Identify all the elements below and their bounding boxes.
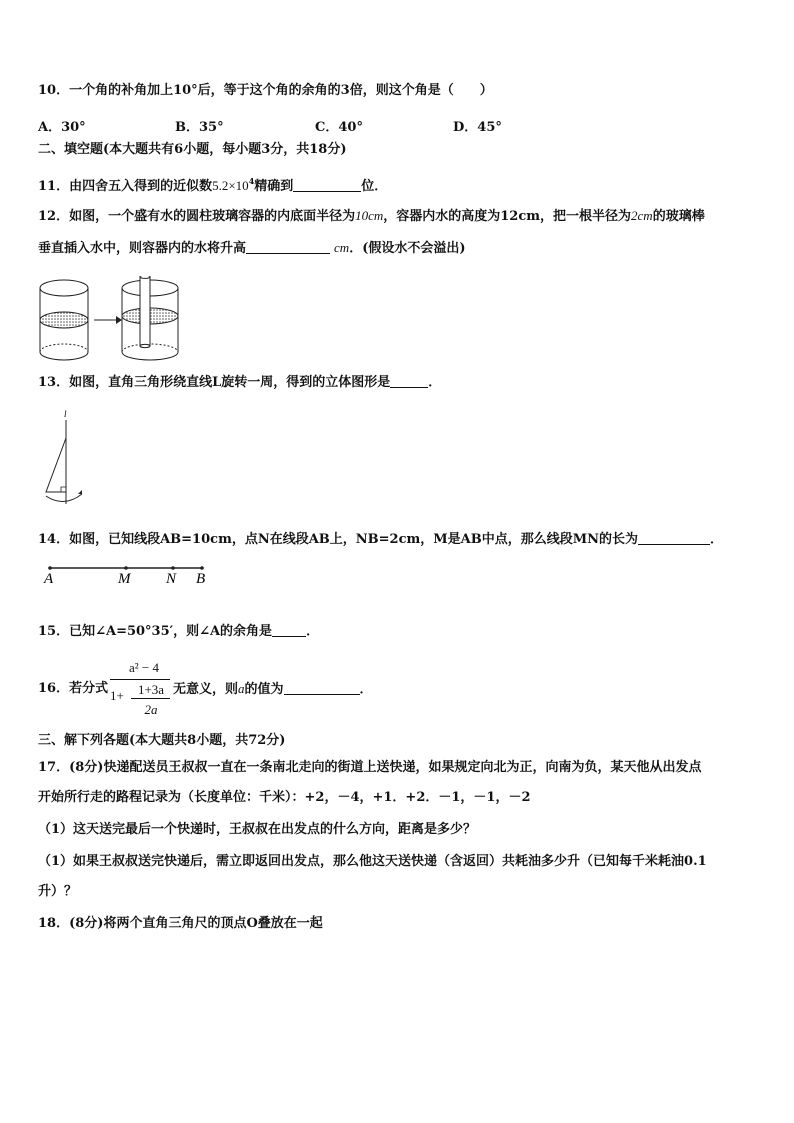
- q17-line1: 17．(8分)快递配送员王叔叔一直在一条南北走向的街道上送快递，如果规定向北为正，向南为负，某天他从出发点: [38, 760, 702, 775]
- q11-mid: 精确到: [254, 179, 294, 194]
- q12-unit: cm: [334, 240, 350, 255]
- q16-end: ．: [359, 682, 373, 697]
- q14: [38, 532, 723, 548]
- q11-answer-blank[interactable]: [293, 179, 361, 192]
- q11-number: 5.2×10: [212, 178, 249, 193]
- q16-denom-one: 1+: [110, 688, 124, 703]
- q16-numerator: a² − 4: [129, 660, 159, 675]
- q15-answer-blank[interactable]: [272, 624, 306, 637]
- q15-text: 15．已知∠A=50°35′，则∠A的余角是: [38, 624, 273, 639]
- rotation-arrowhead: [78, 490, 82, 494]
- point-m: [124, 566, 128, 570]
- q13: [38, 375, 441, 391]
- point-a: [48, 566, 52, 570]
- q16-main-fraction-bar: [110, 679, 170, 680]
- q12-line1: [38, 208, 705, 225]
- q17-sub1: （1）这天送完最后一个快递时，王叔叔在出发点的什么方向，距离是多少？: [38, 822, 477, 837]
- axis-label-l: l: [64, 409, 67, 419]
- q16-inner-fraction-bar: [131, 698, 170, 699]
- q16-var: a: [238, 681, 245, 696]
- q17-sub2a: （1）如果王叔叔送完快递后，需立即返回出发点，那么他这天送快递（含返回）共耗油多少升（已知每千米耗油0.1: [38, 854, 707, 869]
- label-m: M: [118, 571, 131, 587]
- label-a: A: [44, 571, 54, 587]
- q11-exponent: 4: [248, 176, 255, 186]
- q11: [38, 173, 387, 195]
- q12-answer-blank[interactable]: [246, 241, 330, 254]
- section-3-heading: 三、解下列各题(本大题共8小题，共72分): [38, 733, 286, 748]
- q12-text-e: ．(假设水不会溢出): [349, 241, 466, 256]
- q16-answer-blank[interactable]: [284, 682, 360, 695]
- q13-text: 13．如图，直角三角形绕直线L旋转一周，得到的立体图形是: [38, 375, 391, 390]
- q13-triangle-figure: [38, 408, 90, 512]
- q18-text: 18．(8分)将两个直角三角尺的顶点O叠放在一起: [38, 916, 323, 931]
- q10-text: 10．一个角的补角加上10°后，等于这个角的余角的3倍，则这个角是（ ）: [38, 83, 493, 98]
- section-2-heading: 二、填空题(本大题共有6小题，每小题3分，共18分): [38, 142, 347, 157]
- point-n: [171, 566, 175, 570]
- q16-inner-numerator: 1+3a: [137, 682, 165, 697]
- q10-option-c: C．40°: [315, 120, 363, 135]
- q10-option-d: D．45°: [453, 120, 502, 135]
- q13-post: ．: [428, 375, 442, 390]
- q16-post: 的值为: [244, 682, 284, 697]
- q12-line2: [38, 240, 466, 257]
- q14-segment-figure: [40, 560, 210, 590]
- q10-option-b: B．35°: [175, 120, 224, 135]
- q13-answer-blank[interactable]: [390, 375, 428, 388]
- q16-inner-denominator: 2a: [144, 702, 158, 717]
- right-angle-mark: [61, 487, 66, 492]
- q11-pre: 11．由四舍五入得到的近似数: [38, 179, 213, 194]
- q14-answer-blank[interactable]: [638, 532, 710, 545]
- right-triangle: [46, 438, 66, 492]
- q17-line2: 开始所行走的路程记录为（长度单位：千米）：+2，－4，+1．+2．－1，－1，－2: [38, 790, 531, 805]
- q12-radius-1: 10cm: [355, 208, 384, 223]
- arrow-icon: [94, 316, 122, 324]
- q16-rest: [173, 681, 373, 698]
- cylinder-right: [122, 276, 178, 360]
- q12-text-b: ，容器内水的高度为12cm，把一根半径为: [383, 209, 632, 224]
- q10-option-a: A．30°: [38, 120, 86, 135]
- q12-cylinder-figure: [36, 276, 186, 368]
- q12-radius-2: 2cm: [631, 208, 653, 223]
- q11-post: 位．: [361, 179, 388, 194]
- q15: [38, 624, 319, 640]
- label-b: B: [196, 571, 206, 587]
- q12-text-a: 12．如图，一个盛有水的圆柱玻璃容器的内底面半径为: [38, 209, 356, 224]
- q12-text-d: 垂直插入水中，则容器内的水将升高: [38, 241, 247, 256]
- q12-text-c: 的玻璃棒: [652, 209, 705, 224]
- cylinder-left: [40, 280, 88, 360]
- q14-post: ．: [710, 532, 724, 547]
- point-b: [200, 566, 204, 570]
- q16-pre: 16．若分式: [38, 681, 109, 696]
- q17-sub2b: 升）？: [38, 884, 78, 899]
- rotation-arrow-icon: [46, 494, 82, 502]
- q14-text: 14．如图，已知线段AB=10cm，点N在线段AB上，NB=2cm，M是AB中点，那么线段MN的长为: [38, 532, 638, 547]
- q16-mid: 无意义，则: [173, 682, 239, 697]
- q15-post: ．: [306, 624, 320, 639]
- label-n: N: [166, 571, 177, 587]
